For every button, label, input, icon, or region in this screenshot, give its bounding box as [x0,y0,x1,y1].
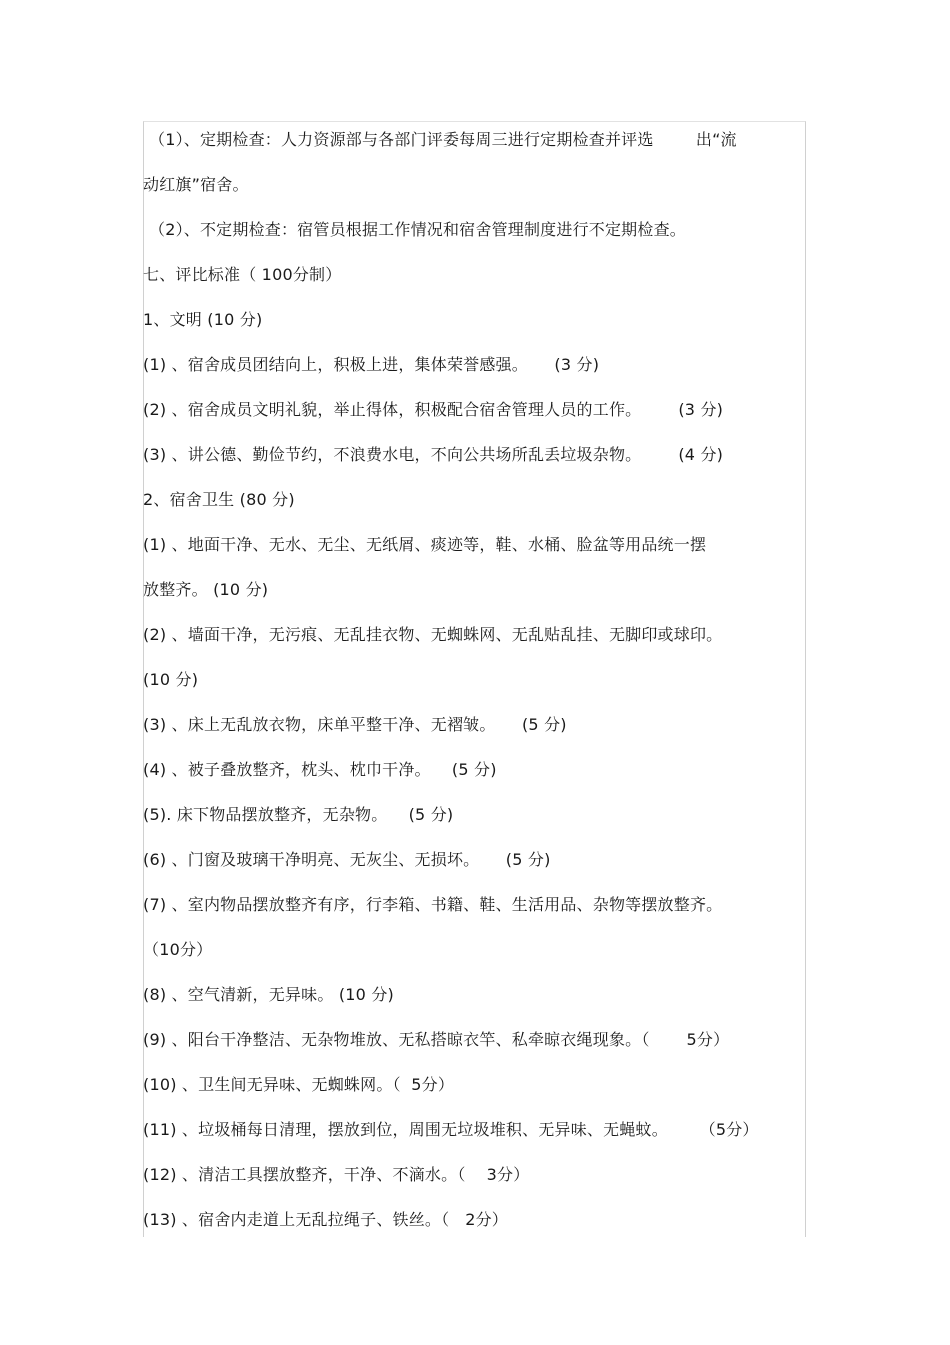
section-heading: 七、评比标准（ 100分制） [143,265,342,284]
document-body [143,123,813,1248]
text-line: （2）、不定期检查：宿管员根据工作情况和宿舍管理制度进行不定期检查。 [149,220,686,239]
criteria-item: (3) 、床上无乱放衣物，床单平整干净、无褶皱。 (5 分) [143,715,567,734]
criteria-item: (12) 、清洁工具摆放整齐，干净、不滴水。（ 3分） [143,1165,530,1184]
criteria-item: (10) 、卫生间无异味、无蜘蛛网。（ 5分） [143,1075,455,1094]
criteria-item-continued: (10 分) [143,670,199,689]
criteria-item: (1) 、地面干净、无水、无尘、无纸屑、痰迹等，鞋、水桶、脸盆等用品统一摆 [143,535,707,554]
criteria-item: (3) 、讲公德、勤俭节约，不浪费水电，不向公共场所乱丢垃圾杂物。 (4 分) [143,445,724,464]
criteria-item: (7) 、室内物品摆放整齐有序，行李箱、书籍、鞋、生活用品、杂物等摆放整齐。 [143,895,723,914]
text-line: （1）、定期检查：人力资源部与各部门评委每周三进行定期检查并评选 出“流 [149,130,737,149]
criteria-item-continued: 放整齐。 (10 分) [143,580,269,599]
criteria-item: (2) 、墙面干净，无污痕、无乱挂衣物、无蜘蛛网、无乱贴乱挂、无脚印或球印。 [143,625,723,644]
criteria-item-continued: （10分） [143,940,213,959]
criteria-item: (1) 、宿舍成员团结向上，积极上进，集体荣誉感强。 (3 分) [143,355,600,374]
criteria-item: (5). 床下物品摆放整齐，无杂物。 (5 分) [143,805,454,824]
subsection-heading: 1、文明 (10 分) [143,310,263,329]
criteria-item: (13) 、宿舍内走道上无乱拉绳子、铁丝。（ 2分） [143,1210,508,1229]
text-line: 动红旗”宿舍。 [143,175,249,194]
subsection-heading: 2、宿舍卫生 (80 分) [143,490,295,509]
criteria-item: (9) 、阳台干净整洁、无杂物堆放、无私搭晾衣竿、私牵晾衣绳现象。（ 5分） [143,1030,730,1049]
criteria-item: (11) 、垃圾桶每日清理，摆放到位，周围无垃圾堆积、无异味、无蝇蚊。 （5分） [143,1120,759,1139]
criteria-item: (4) 、被子叠放整齐，枕头、枕巾干净。 (5 分) [143,760,497,779]
criteria-item: (2) 、宿舍成员文明礼貌，举止得体，积极配合宿舍管理人员的工作。 (3 分) [143,400,724,419]
criteria-item: (6) 、门窗及玻璃干净明亮、无灰尘、无损坏。 (5 分) [143,850,551,869]
criteria-item: (8) 、空气清新，无异味。 (10 分) [143,985,394,1004]
